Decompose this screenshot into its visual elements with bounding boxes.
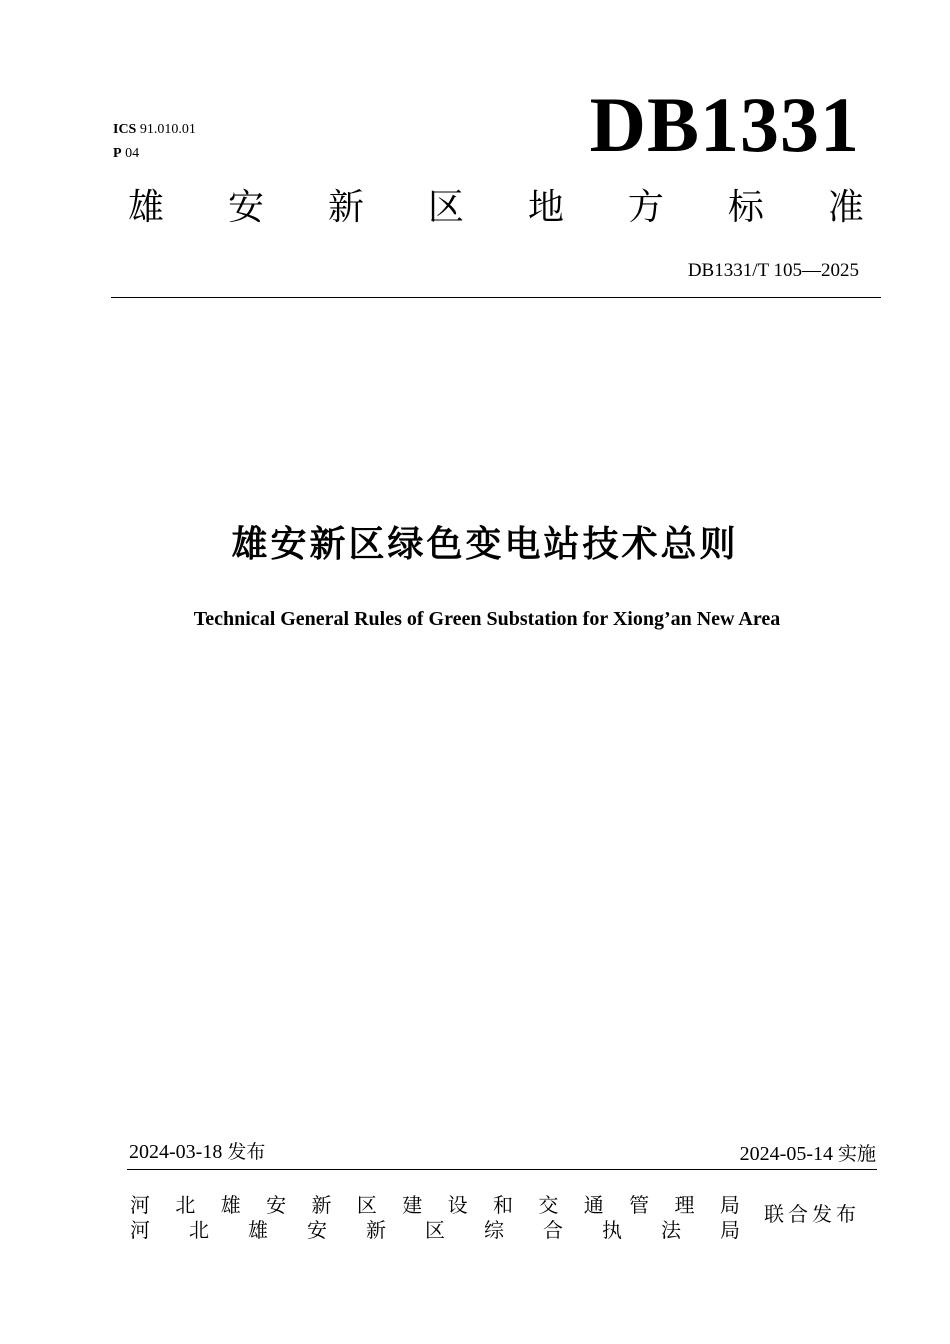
publish-date-value: 2024-03-18 [129, 1141, 223, 1163]
implement-date [740, 1141, 876, 1167]
publisher-1-char: 交 [538, 1193, 559, 1217]
footer-divider [127, 1169, 877, 1170]
publisher-2-char: 北 [189, 1218, 209, 1242]
publisher-2-char: 执 [602, 1218, 622, 1242]
classification-codes [113, 118, 196, 166]
publisher-1-char: 局 [719, 1193, 740, 1217]
standard-type-heading [128, 186, 864, 230]
publish-date [129, 1139, 265, 1165]
publisher-1-char: 通 [583, 1193, 604, 1217]
publisher-2-char: 新 [366, 1218, 386, 1242]
publisher-2-char: 合 [543, 1218, 563, 1242]
publisher-2 [130, 1217, 740, 1243]
publisher-2-char: 安 [307, 1218, 327, 1242]
publisher-1-char: 区 [356, 1193, 377, 1217]
implement-date-value: 2024-05-14 [739, 1143, 833, 1165]
standard-type-char: 安 [227, 187, 264, 228]
standard-code-logo: DB1331 [589, 81, 860, 168]
publisher-1-char: 和 [493, 1193, 513, 1217]
publisher-2-char: 河 [130, 1218, 150, 1242]
publisher-2-char: 综 [484, 1218, 504, 1242]
ics-code: ICS 91.010.01 [113, 122, 196, 137]
header-divider [111, 297, 881, 298]
publisher-1-char: 设 [447, 1193, 468, 1217]
standard-type-char: 准 [827, 187, 864, 228]
standard-type-char: 标 [727, 187, 764, 228]
title-english: Technical General Rules of Green Substation for Xiong’an New Area [193, 608, 781, 630]
publisher-1-char: 建 [402, 1193, 423, 1217]
standard-type-char: 新 [327, 187, 364, 228]
publish-label: 发布 [227, 1141, 266, 1163]
publisher-2-char: 雄 [248, 1218, 268, 1242]
publisher-1-char: 北 [175, 1193, 196, 1217]
standard-type-char: 地 [527, 187, 564, 228]
standard-number: DB1331/T 105—2025 [687, 260, 859, 281]
joint-publish-label: 联合发布 [764, 1202, 860, 1226]
publisher-2-char: 区 [425, 1218, 445, 1242]
publisher-1-char: 雄 [220, 1193, 241, 1217]
publisher-1-char: 安 [266, 1193, 287, 1217]
standard-type-char: 区 [427, 187, 464, 228]
publisher-1-char: 理 [674, 1193, 695, 1217]
standard-type-char: 雄 [128, 187, 165, 228]
publisher-2-char: 局 [720, 1218, 740, 1242]
publisher-1-char: 河 [130, 1193, 150, 1217]
implement-label: 实施 [837, 1143, 876, 1165]
publisher-1 [130, 1192, 740, 1218]
publisher-1-char: 新 [311, 1193, 332, 1217]
publisher-2-char: 法 [661, 1218, 681, 1242]
publisher-1-char: 管 [629, 1193, 650, 1217]
standard-type-char: 方 [627, 187, 664, 228]
title-chinese: 雄安新区绿色变电站技术总则 [231, 524, 739, 565]
ccs-code: P 04 [113, 146, 140, 161]
